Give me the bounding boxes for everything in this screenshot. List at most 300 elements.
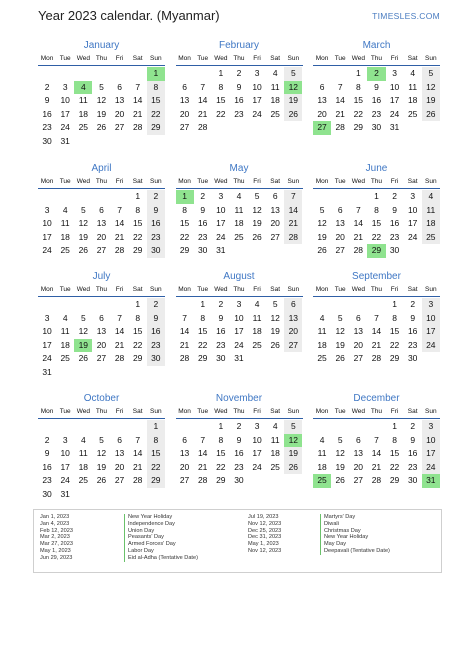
day-cell: 28 [371, 353, 382, 363]
day-cell: 18 [78, 461, 89, 472]
empty-cell [111, 298, 129, 312]
month-november [176, 391, 303, 488]
day-grid [313, 190, 440, 258]
day-grid [38, 298, 165, 379]
holiday-day: 4 [74, 81, 92, 95]
weekday-label: Sun [287, 178, 300, 185]
day-cell: 23 [197, 231, 208, 242]
day-cell: 19 [422, 94, 440, 108]
day-cell: 12 [96, 95, 107, 105]
day-cell: 24 [252, 108, 262, 119]
weekday-label: Fri [253, 286, 261, 293]
day-cell: 27 [96, 245, 107, 255]
day-cell: 24 [252, 461, 262, 472]
day-cell: 29 [197, 353, 208, 363]
day-cell: 10 [422, 434, 440, 448]
day-cell: 23 [234, 461, 244, 472]
day-cell: 31 [389, 122, 400, 132]
empty-cell [349, 298, 367, 312]
day-cell: 27 [353, 353, 364, 363]
day-cell: 19 [284, 447, 302, 461]
day-cell: 1 [392, 421, 397, 431]
day-cell: 28 [197, 475, 208, 485]
day-cell: 30 [42, 488, 52, 499]
day-cell: 23 [389, 231, 400, 242]
legend-dates-col2 [248, 514, 281, 555]
day-cell: 3 [44, 312, 50, 323]
day-cell: 6 [182, 81, 187, 92]
empty-cell [313, 190, 331, 204]
empty-cell [331, 298, 349, 312]
site-link[interactable]: TIMESLES.COM [372, 11, 440, 21]
day-cell: 28 [371, 475, 382, 485]
legend-names-col1 [124, 514, 198, 562]
day-cell: 2 [147, 190, 165, 204]
day-cell: 3 [410, 191, 416, 201]
day-cell: 5 [80, 312, 86, 323]
day-grid [38, 420, 165, 501]
weekday-label: Thu [95, 178, 108, 185]
empty-cell [176, 298, 194, 312]
weekday-label: Sat [270, 178, 281, 185]
day-cell: 30 [389, 245, 400, 255]
day-cell: 10 [216, 204, 226, 215]
day-cell: 9 [200, 204, 206, 215]
weekday-label: Sat [132, 286, 143, 293]
weekday-label: Mon [40, 286, 54, 293]
day-cell: 23 [407, 339, 418, 350]
weekday-header [176, 53, 303, 66]
empty-cell [74, 298, 92, 312]
legend-entry: Jun 29, 2023 [40, 554, 73, 561]
legend-entry: May 1, 2023 [248, 541, 279, 548]
weekday-label: Sat [132, 178, 143, 185]
legend-entry: May Day [324, 541, 347, 548]
day-cell: 26 [96, 475, 107, 485]
empty-cell [38, 420, 56, 434]
day-cell: 2 [236, 421, 242, 431]
day-cell: 22 [132, 231, 143, 242]
day-cell: 26 [78, 353, 89, 363]
day-cell: 7 [182, 312, 187, 323]
day-cell: 30 [407, 475, 418, 485]
legend-entry: Deepavali (Tentative Date) [324, 547, 390, 554]
empty-cell [331, 420, 349, 434]
empty-cell [176, 420, 194, 434]
day-cell: 22 [389, 339, 400, 350]
empty-cell [176, 67, 194, 81]
legend-entry: New Year Holiday [128, 514, 173, 520]
day-cell: 10 [252, 81, 262, 92]
legend-dates-col1 [40, 514, 73, 562]
day-cell: 29 [147, 121, 165, 135]
day-cell: 18 [422, 217, 440, 231]
day-cell: 7 [135, 434, 141, 445]
day-cell: 20 [114, 461, 125, 472]
weekday-label: Wed [351, 286, 365, 293]
day-cell: 17 [42, 231, 52, 242]
weekday-label: Mon [315, 178, 329, 185]
day-cell: 27 [96, 353, 107, 363]
weekday-label: Fri [115, 408, 124, 415]
day-cell: 12 [317, 218, 327, 228]
day-cell: 6 [117, 434, 122, 445]
weekday-label: Thu [370, 55, 383, 62]
weekday-label: Sat [132, 55, 143, 62]
legend-entry: Dec 31, 2023 [248, 534, 282, 541]
day-cell: 27 [114, 475, 125, 485]
day-cell: 13 [353, 326, 364, 336]
empty-cell [92, 190, 110, 204]
day-cell: 7 [355, 204, 361, 215]
day-cell: 7 [200, 434, 206, 445]
day-cell: 4 [62, 204, 68, 215]
day-cell: 15 [371, 218, 382, 228]
day-cell: 29 [179, 245, 190, 255]
day-cell: 17 [389, 95, 400, 105]
weekday-label: Mon [178, 55, 191, 62]
day-cell: 5 [337, 434, 343, 445]
day-cell: 2 [410, 299, 416, 309]
day-cell: 16 [216, 326, 226, 336]
day-cell: 17 [422, 447, 440, 461]
empty-cell [56, 420, 74, 434]
legend-entry: Dec 25, 2023 [248, 527, 282, 534]
day-cell: 23 [407, 461, 418, 472]
day-cell: 12 [78, 326, 89, 336]
weekday-label: Thu [370, 178, 383, 185]
empty-cell [74, 67, 92, 81]
day-cell: 21 [132, 461, 143, 472]
day-cell: 28 [353, 245, 364, 255]
page-header [38, 8, 440, 26]
day-cell: 17 [216, 218, 226, 228]
day-cell: 3 [422, 420, 440, 434]
day-cell: 3 [62, 434, 68, 445]
day-cell: 30 [371, 122, 382, 132]
day-cell: 10 [42, 218, 52, 228]
day-cell: 14 [197, 95, 208, 105]
day-cell: 30 [216, 353, 226, 363]
day-cell: 22 [353, 108, 364, 119]
weekday-label: Tue [59, 286, 71, 293]
day-grid [176, 67, 303, 135]
day-cell: 17 [60, 108, 70, 119]
day-cell: 8 [355, 81, 361, 92]
day-cell: 5 [99, 81, 104, 92]
weekday-label: Tue [197, 286, 209, 293]
day-cell: 2 [392, 191, 397, 201]
weekday-label: Tue [334, 178, 346, 185]
weekday-label: Sun [425, 286, 437, 293]
day-cell: 26 [252, 231, 262, 242]
day-cell: 27 [335, 245, 345, 255]
day-cell: 15 [389, 448, 400, 458]
weekday-label: Tue [59, 178, 71, 185]
month-april [38, 161, 165, 258]
weekday-label: Tue [334, 55, 346, 62]
day-cell: 29 [353, 122, 364, 132]
weekday-label: Fri [115, 286, 124, 293]
day-cell: 17 [234, 326, 244, 336]
day-cell: 22 [371, 231, 382, 242]
day-cell: 15 [147, 447, 165, 461]
legend-entry: Diwali [324, 520, 339, 527]
day-cell: 7 [337, 81, 343, 92]
month-title: April [91, 163, 112, 174]
day-cell: 16 [407, 326, 418, 336]
day-cell: 19 [96, 108, 107, 119]
day-cell: 27 [284, 339, 302, 353]
day-cell: 26 [335, 353, 345, 363]
empty-cell [74, 420, 92, 434]
day-cell: 16 [147, 217, 165, 231]
day-cell: 9 [147, 204, 165, 218]
day-cell: 25 [407, 108, 418, 119]
empty-cell [56, 190, 74, 204]
day-cell: 8 [374, 204, 379, 215]
day-cell: 20 [317, 108, 327, 119]
weekday-label: Sun [425, 408, 437, 415]
legend-entry: Independence Day [128, 520, 175, 527]
day-cell: 25 [270, 108, 280, 119]
empty-cell [349, 420, 367, 434]
weekday-header [313, 53, 440, 66]
day-cell: 25 [252, 339, 262, 350]
empty-cell [111, 67, 129, 81]
day-cell: 15 [216, 448, 226, 458]
month-title: September [352, 271, 401, 282]
day-cell: 17 [252, 95, 262, 105]
day-cell: 3 [218, 191, 224, 201]
day-cell: 23 [234, 108, 244, 119]
day-cell: 13 [335, 218, 345, 228]
day-cell: 14 [335, 95, 345, 105]
day-cell: 9 [410, 434, 416, 445]
weekday-label: Tue [334, 286, 346, 293]
day-cell: 3 [392, 68, 397, 78]
day-grid [176, 190, 303, 258]
empty-cell [38, 190, 56, 204]
weekday-label: Sat [407, 178, 418, 185]
day-cell: 7 [284, 190, 302, 204]
day-cell: 20 [353, 461, 364, 472]
weekday-label: Wed [76, 286, 90, 293]
weekday-label: Sat [407, 408, 418, 415]
day-cell: 31 [60, 135, 70, 146]
day-cell: 8 [135, 312, 141, 323]
day-cell: 4 [236, 191, 242, 201]
day-cell: 24 [422, 339, 440, 353]
day-cell: 12 [335, 326, 345, 336]
empty-cell [331, 190, 349, 204]
day-cell: 28 [132, 122, 143, 132]
empty-cell [313, 67, 331, 81]
day-cell: 4 [410, 68, 416, 78]
day-cell: 15 [353, 95, 364, 105]
holiday-day: 29 [367, 244, 385, 258]
weekday-label: Fri [390, 55, 399, 62]
day-cell: 19 [252, 218, 262, 228]
weekday-label: Wed [214, 408, 228, 415]
day-cell: 8 [218, 81, 224, 92]
day-cell: 30 [147, 352, 165, 366]
holiday-legend [33, 509, 442, 573]
day-cell: 9 [410, 312, 416, 323]
day-cell: 1 [218, 68, 224, 78]
weekday-header [176, 284, 303, 297]
day-cell: 18 [407, 95, 418, 105]
weekday-header [38, 53, 165, 66]
day-cell: 20 [179, 461, 190, 472]
day-cell: 10 [60, 448, 70, 458]
day-cell: 9 [392, 204, 397, 215]
day-cell: 8 [392, 312, 397, 323]
month-july [38, 269, 165, 379]
day-cell: 6 [284, 298, 302, 312]
day-cell: 14 [284, 204, 302, 218]
day-cell: 21 [284, 217, 302, 231]
day-cell: 6 [117, 81, 122, 92]
day-cell: 4 [422, 190, 440, 204]
weekday-label: Sat [270, 286, 281, 293]
weekday-label: Tue [197, 55, 209, 62]
day-cell: 7 [200, 81, 206, 92]
day-cell: 13 [114, 95, 125, 105]
day-cell: 14 [114, 326, 125, 336]
day-cell: 19 [96, 461, 107, 472]
weekday-label: Sun [287, 286, 300, 293]
day-cell: 19 [335, 339, 345, 350]
day-cell: 26 [317, 245, 327, 255]
weekday-label: Sun [287, 408, 300, 415]
day-cell: 26 [270, 339, 280, 350]
month-june [313, 161, 440, 258]
weekday-label: Wed [351, 55, 365, 62]
day-cell: 24 [60, 122, 70, 132]
weekday-header [38, 176, 165, 189]
day-cell: 12 [96, 448, 107, 458]
day-cell: 18 [78, 108, 89, 119]
day-cell: 22 [147, 108, 165, 122]
weekday-label: Sun [150, 55, 162, 62]
day-cell: 15 [216, 95, 226, 105]
day-cell: 29 [389, 353, 400, 363]
day-cell: 27 [353, 475, 364, 485]
day-cell: 20 [114, 108, 125, 119]
day-cell: 20 [179, 108, 190, 119]
day-cell: 11 [78, 95, 88, 105]
empty-cell [367, 420, 385, 434]
day-cell: 19 [317, 231, 327, 242]
day-cell: 1 [135, 191, 141, 201]
day-cell: 1 [374, 191, 379, 201]
day-cell: 8 [182, 204, 187, 215]
day-cell: 9 [218, 312, 224, 323]
day-cell: 22 [179, 231, 190, 242]
day-cell: 10 [42, 326, 52, 336]
day-cell: 20 [96, 231, 107, 242]
empty-cell [313, 298, 331, 312]
weekday-label: Thu [95, 55, 108, 62]
month-september [313, 269, 440, 366]
day-cell: 4 [272, 68, 278, 78]
empty-cell [56, 67, 74, 81]
weekday-label: Fri [115, 178, 124, 185]
day-cell: 3 [422, 298, 440, 312]
day-cell: 3 [62, 81, 68, 92]
weekday-label: Sat [407, 286, 418, 293]
day-cell: 16 [42, 108, 52, 119]
day-cell: 17 [422, 325, 440, 339]
day-cell: 21 [335, 108, 345, 119]
day-cell: 13 [179, 95, 190, 105]
day-cell: 1 [392, 299, 397, 309]
day-cell: 25 [78, 122, 89, 132]
month-october [38, 391, 165, 501]
weekday-header [313, 176, 440, 189]
month-title: August [223, 271, 255, 282]
legend-entry: Nov 12, 2023 [248, 520, 282, 527]
day-cell: 27 [114, 122, 125, 132]
day-cell: 11 [317, 448, 327, 458]
day-cell: 18 [60, 231, 70, 242]
day-cell: 21 [132, 108, 143, 119]
weekday-label: Sun [425, 55, 437, 62]
day-cell: 8 [135, 204, 141, 215]
day-cell: 18 [270, 448, 280, 458]
day-cell: 5 [272, 299, 278, 309]
day-cell: 18 [252, 326, 262, 336]
day-cell: 6 [182, 434, 187, 445]
day-cell: 15 [389, 326, 400, 336]
day-grid [313, 298, 440, 366]
legend-names-col2 [320, 514, 390, 555]
day-cell: 28 [114, 353, 125, 363]
day-cell: 5 [284, 67, 302, 81]
weekday-header [313, 284, 440, 297]
weekday-label: Fri [253, 178, 261, 185]
legend-entry: Jul 19, 2023 [248, 514, 279, 520]
day-cell: 17 [60, 461, 70, 472]
day-grid [176, 420, 303, 488]
day-cell: 29 [132, 245, 143, 255]
day-cell: 3 [254, 68, 260, 78]
weekday-label: Mon [40, 408, 54, 415]
weekday-label: Mon [178, 178, 191, 185]
day-cell: 27 [179, 122, 190, 132]
day-cell: 3 [254, 421, 260, 431]
empty-cell [194, 67, 212, 81]
day-cell: 6 [355, 312, 361, 323]
holiday-day: 1 [147, 67, 165, 81]
day-cell: 14 [179, 326, 190, 336]
day-cell: 5 [284, 420, 302, 434]
day-cell: 15 [132, 218, 143, 228]
weekday-label: Wed [351, 178, 365, 185]
day-cell: 21 [371, 339, 382, 350]
weekday-label: Thu [95, 286, 108, 293]
day-cell: 23 [371, 108, 382, 119]
day-cell: 30 [197, 245, 208, 255]
day-cell: 15 [179, 218, 190, 228]
day-cell: 24 [42, 353, 52, 363]
day-cell: 22 [147, 461, 165, 475]
day-cell: 16 [234, 95, 244, 105]
day-cell: 6 [99, 312, 104, 323]
day-cell: 29 [389, 475, 400, 485]
empty-cell [194, 420, 212, 434]
